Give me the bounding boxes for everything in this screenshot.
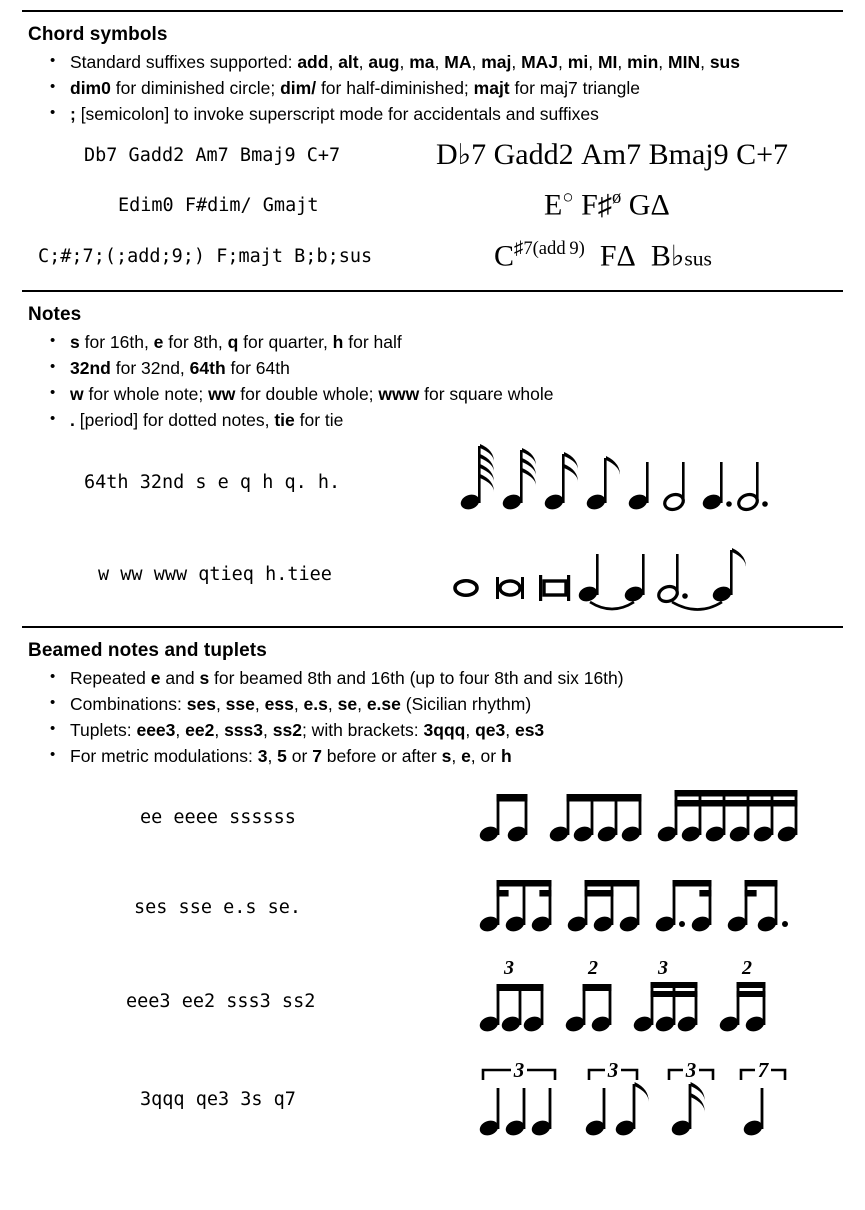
section-beamed-notes <box>22 628 843 1148</box>
section-notes <box>22 292 843 620</box>
section-chord-symbols <box>22 12 843 282</box>
tuplet-number: 2 <box>588 957 598 979</box>
tuplet-number: 3 <box>685 1058 697 1082</box>
example-row <box>22 230 843 282</box>
bullet-text: Standard suffixes supported: add, alt, aug, ma, MA, maj, MAJ, mi, MI, min, MIN, sus <box>70 52 740 72</box>
list-item: • s for 16th, e for 8th, q for quarter, h for half <box>22 330 843 354</box>
bullet-list <box>22 330 843 432</box>
example-render-beamed <box>477 772 817 862</box>
example-code: 3qqq qe3 3s q7 <box>140 1088 296 1110</box>
example-render-notes <box>452 528 782 620</box>
tuplet-number: 2 <box>742 957 752 979</box>
tuplet-number: 3 <box>607 1058 619 1082</box>
example-code: 64th 32nd s e q h q. h. <box>84 471 341 493</box>
bullet-list <box>22 50 843 126</box>
example-render: E○ F♯$^ø$ GΔ <box>544 187 670 222</box>
list-item: • w for whole note; ww for double whole; www for square whole <box>22 382 843 406</box>
example-row <box>22 772 843 862</box>
example-code: C;#;7;(;add;9;) F;majt B;b;sus <box>38 245 373 267</box>
example-code: ee eeee ssssss <box>140 806 296 828</box>
example-code: w ww www qtieq h.tiee <box>98 563 332 585</box>
list-item <box>22 50 843 74</box>
example-render-beamed <box>477 862 817 952</box>
notation-row-1 <box>452 436 782 528</box>
example-code: ses sse e.s se. <box>134 896 302 918</box>
section-title: Notes <box>28 304 82 325</box>
notation-tuplet-row-2 <box>477 1050 817 1148</box>
example-code: Db7 Gadd2 Am7 Bmaj9 C+7 <box>84 144 341 166</box>
list-item: • Tuplets: eee3, ee2, sss3, ss2; with brackets: 3qqq, qe3, es3 <box>22 718 843 742</box>
list-item: • For metric modulations: 3, 5 or 7 before or after s, e, or h <box>22 744 843 768</box>
tuplet-number: 3 <box>658 957 668 979</box>
notation-beam-row-2 <box>477 862 817 952</box>
list-item: • Combinations: ses, sse, ess, e.s, se, e.se (Sicilian rhythm) <box>22 692 843 716</box>
example-row <box>22 952 843 1050</box>
section-title: Chord symbols <box>28 24 168 45</box>
notation-beam-row-1 <box>477 772 817 862</box>
tuplet-number: 7 <box>757 1058 769 1082</box>
keyword: majt <box>473 78 510 98</box>
section-title: Beamed notes and tuplets <box>28 640 267 661</box>
chord-examples <box>22 130 843 282</box>
example-code: eee3 ee2 sss3 ss2 <box>126 990 316 1012</box>
tuplet-number: 3 <box>513 1058 525 1082</box>
example-row <box>22 528 843 620</box>
keyword: dim/ <box>280 78 317 98</box>
example-row <box>22 180 843 230</box>
list-item: • 32nd for 32nd, 64th for 64th <box>22 356 843 380</box>
example-render-tuplet <box>477 1050 817 1148</box>
notation-tuplet-row-1 <box>477 952 817 1050</box>
document-page <box>0 10 865 1210</box>
list-item: • ; [semicolon] to invoke superscript mode for accidentals and suffixes <box>22 102 843 126</box>
example-row <box>22 436 843 528</box>
beamed-examples <box>22 772 843 1148</box>
keyword: dim0 <box>70 78 111 98</box>
list-item: • Repeated e and s for beamed 8th and 16th (up to four 8th and six 16th) <box>22 666 843 690</box>
example-row <box>22 130 843 180</box>
example-render-notes <box>452 436 782 528</box>
list-item: • dim0 for diminished circle; dim/ for half-diminished; majt for maj7 triangle <box>22 76 843 100</box>
example-render-tuplet <box>477 952 817 1050</box>
notation-row-2 <box>452 528 782 620</box>
bullet-list <box>22 666 843 768</box>
example-render: $C^{♯7(add 9)}$ FΔ B♭sus <box>494 238 712 273</box>
example-code: Edim0 F#dim/ Gmajt <box>118 194 319 216</box>
tuplet-number: 3 <box>504 957 514 979</box>
example-row <box>22 1050 843 1148</box>
list-item: • . [period] for dotted notes, tie for tie <box>22 408 843 432</box>
example-row <box>22 862 843 952</box>
note-examples <box>22 436 843 620</box>
keyword: ; <box>70 104 76 124</box>
example-render: D♭7 Gadd2 Am7 Bmaj9 C+7 <box>436 138 789 171</box>
